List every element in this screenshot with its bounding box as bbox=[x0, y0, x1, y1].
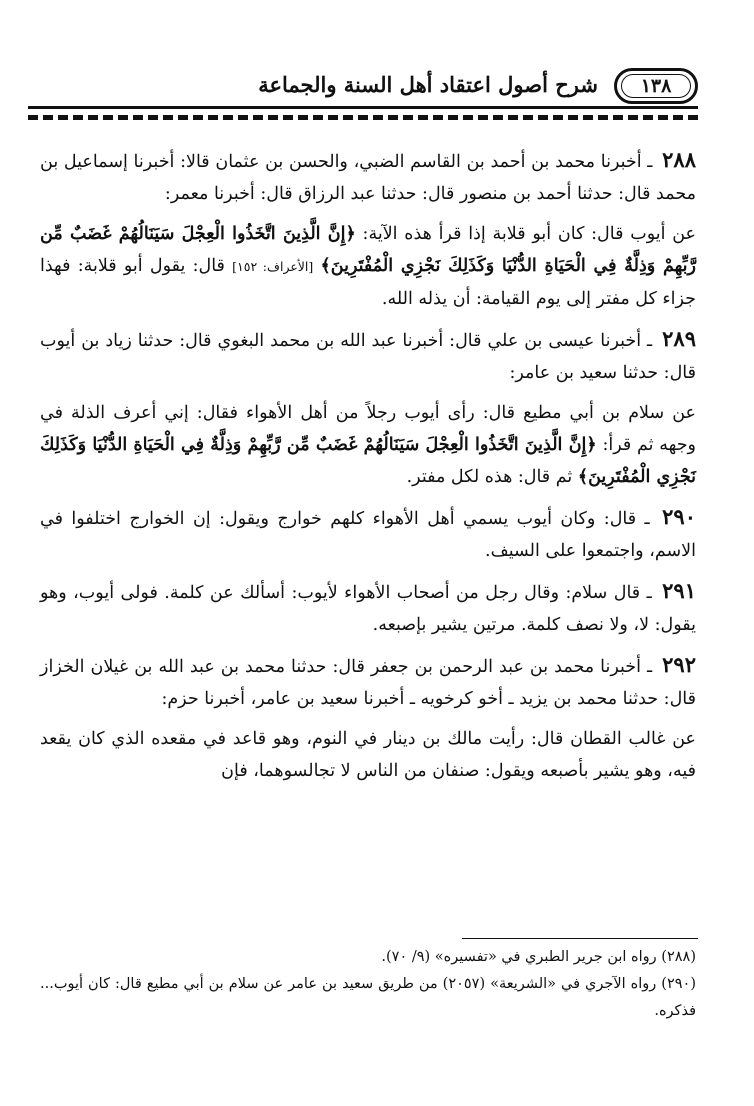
matn-text: عن أيوب قال: كان أبو قلابة إذا قرأ هذه الآية: bbox=[362, 224, 696, 244]
isnad-text: ـ أخبرنا محمد بن عبد الرحمن بن جعفر قال: حدثنا محمد بن عبد الله بن غيلان الخزاز قال: حدثنا محمد بن يزيد ـ أخو كرخويه ـ أخبرنا سعيد بن عامر، أخبرنا حزم: bbox=[40, 657, 696, 709]
header-rule bbox=[28, 106, 698, 109]
page-number-badge bbox=[614, 68, 698, 104]
page-header bbox=[28, 68, 698, 118]
entry-number: ٢٩٠ bbox=[662, 504, 696, 529]
entry-289-matn bbox=[40, 397, 696, 493]
isnad-text: ـ أخبرنا محمد بن أحمد بن القاسم الضبي، والحسن بن عثمان قالا: أخبرنا إسماعيل بن محمد قال: حدثنا أحمد بن منصور قال: حدثنا عبد الرزاق قال: أخبرنا معمر: bbox=[40, 152, 696, 204]
entry-number: ٢٨٩ bbox=[662, 326, 696, 351]
entry-292-isnad bbox=[40, 649, 696, 715]
entry-290 bbox=[40, 501, 696, 567]
page-number: ١٣٨ bbox=[640, 74, 672, 97]
entry-291 bbox=[40, 575, 696, 641]
matn-text: عن سلام بن أبي مطيع قال: رأى أيوب رجلاً من أهل الأهواء فقال: إني أعرف الذلة في وجهه ثم قرأ: bbox=[40, 403, 696, 455]
footnotes bbox=[40, 944, 696, 1025]
quran-verse: ﴿إِنَّ الَّذِينَ اتَّخَذُوا الْعِجْلَ سَيَنَالُهُمْ غَضَبٌ مِّن رَّبِّهِمْ وَذِلَّةٌ فِي الْحَيَاةِ الدُّنْيَا وَكَذَلِكَ نَجْزِي الْمُفْتَرِينَ﴾ bbox=[40, 435, 696, 487]
footnote-290: (٢٩٠) رواه الآجري في «الشريعة» (٢٠٥٧) من طريق سعيد بن عامر عن سلام بن أبي مطيع قال: كان أيوب... فذكره. bbox=[40, 976, 696, 1019]
entry-number: ٢٨٨ bbox=[662, 147, 696, 172]
header-dashed-rule bbox=[28, 115, 698, 120]
isnad-text: ـ أخبرنا عيسى بن علي قال: أخبرنا عبد الله بن محمد البغوي قال: حدثنا زياد بن أيوب قال: حدثنا سعيد بن عامر: bbox=[40, 331, 696, 383]
matn-text: ثم قال: هذه لكل مفتر. bbox=[406, 467, 573, 487]
entry-288-matn bbox=[40, 218, 696, 315]
entry-289-isnad bbox=[40, 323, 696, 389]
footnote-separator bbox=[462, 938, 698, 939]
footnote-288: (٢٨٨) رواه ابن جرير الطبري في «تفسيره» (٩/ ٧٠). bbox=[381, 949, 696, 965]
running-title: شرح أصول اعتقاد أهل السنة والجماعة bbox=[258, 72, 598, 97]
entry-text: ـ قال: وكان أيوب يسمي أهل الأهواء كلهم خوارج ويقول: إن الخوارج اختلفوا في الاسم، واجتمعوا على السيف. bbox=[40, 509, 696, 561]
entry-288-isnad bbox=[40, 144, 696, 210]
entry-292-matn bbox=[40, 723, 696, 787]
matn-text: قال: يقول أبو قلابة: فهذا جزاء كل مفتر إلى يوم القيامة: أن يذله الله. bbox=[40, 256, 696, 309]
verse-reference: [الأعراف: ١٥٢] bbox=[232, 259, 314, 274]
main-text bbox=[40, 144, 696, 787]
matn-text: عن غالب القطان قال: رأيت مالك بن دينار في النوم، وهو قاعد في مقعده الذي كان يقعد فيه، وهو يشير بأصبعه ويقول: صنفان من الناس لا تجالسوهما، فإن bbox=[40, 729, 696, 781]
entry-number: ٢٩٢ bbox=[662, 652, 696, 677]
entry-text: ـ قال سلام: وقال رجل من أصحاب الأهواء لأيوب: أسألك عن كلمة. فولى أيوب، وهو يقول: لا، ولا نصف كلمة. مرتين يشير بإصبعه. bbox=[40, 583, 696, 635]
quran-verse: ﴿إِنَّ الَّذِينَ اتَّخَذُوا الْعِجْلَ سَيَنَالُهُمْ غَضَبٌ مِّن رَّبِّهِمْ وَذِلَّةٌ فِي الْحَيَاةِ الدُّنْيَا وَكَذَلِكَ نَجْزِي الْمُفْتَرِينَ﴾ bbox=[40, 224, 696, 276]
entry-number: ٢٩١ bbox=[662, 578, 696, 603]
